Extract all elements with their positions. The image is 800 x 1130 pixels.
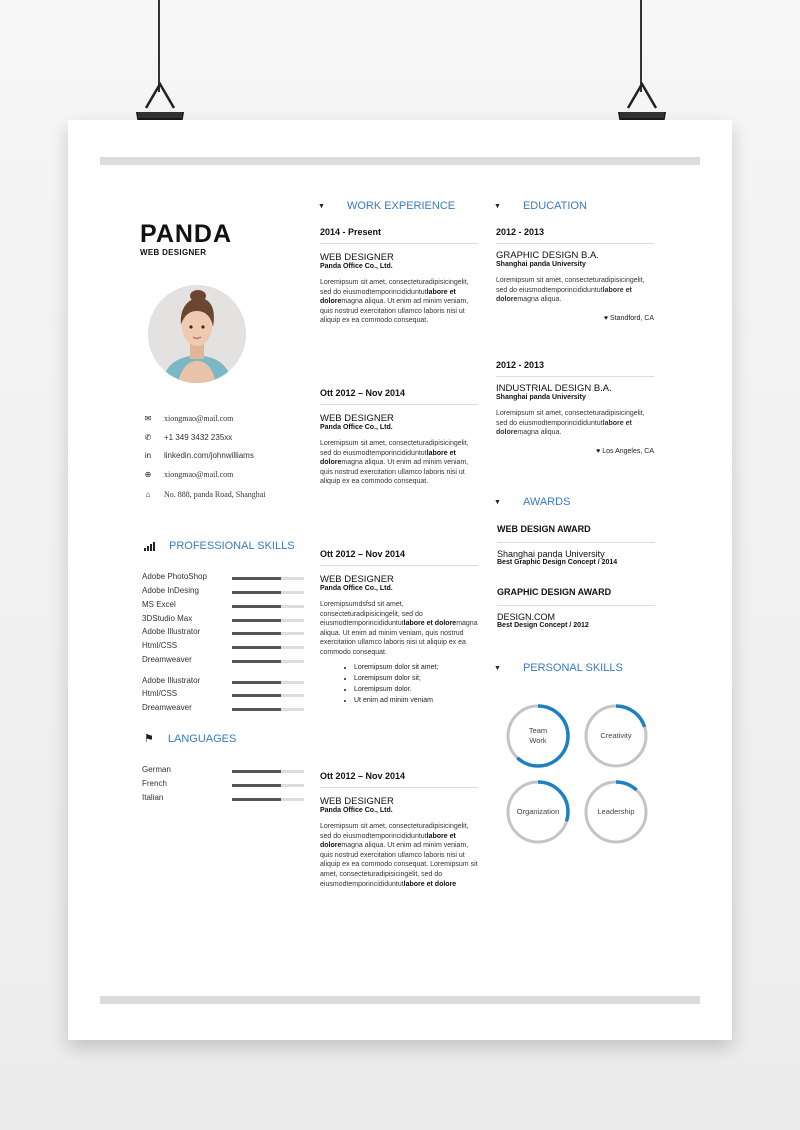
skill-label: Html/CSS	[142, 641, 178, 650]
education-location	[496, 315, 654, 322]
skill-label: Dreamweaver	[142, 655, 192, 664]
contact-row	[142, 433, 232, 442]
flag-icon: ⚑	[144, 733, 154, 745]
job-date: Ott 2012 – Nov 2014	[320, 549, 478, 566]
home-icon: ⌂	[145, 490, 151, 499]
skill-level-fill	[232, 577, 281, 580]
description-part: magna aliqua.	[517, 429, 562, 437]
description-emphasis: labore et dolore	[403, 620, 457, 628]
skill-row	[142, 779, 306, 791]
job-company: Panda Office Co., Ltd.	[320, 424, 393, 431]
description-text	[320, 278, 478, 326]
skill-level-fill	[232, 632, 281, 635]
description-emphasis: labore et dolore	[320, 288, 456, 306]
location-pin-icon: ♥	[603, 314, 611, 322]
award-organization: DESIGN.COM	[497, 612, 556, 622]
description-text	[320, 600, 478, 658]
professional-skills-heading: PROFESSIONAL SKILLS	[144, 540, 295, 552]
description-text	[320, 439, 478, 487]
hanging-string-left	[158, 0, 160, 92]
award-description: Best Design Concept / 2012	[497, 622, 589, 629]
bottom-divider-bar	[100, 996, 700, 1004]
award-entry	[497, 587, 655, 629]
education-school: Shanghai panda University	[496, 394, 586, 401]
job-date: 2014 - Present	[320, 227, 478, 244]
profile-photo	[148, 285, 246, 383]
description-part: Loremipsum sit amet, consecteturadipisicingelit, sed do eiusmodtemporincididuntut	[496, 277, 645, 294]
education-date: 2012 - 2013	[496, 227, 654, 244]
skill-row	[142, 572, 306, 584]
globe-icon: ⊕	[144, 470, 152, 479]
personal-skill-label: Leadership	[597, 807, 635, 816]
skill-level-fill	[232, 784, 281, 787]
skill-label: 3DStudio Max	[142, 614, 193, 623]
award-heading: WEB DESIGN AWARD	[497, 524, 655, 543]
description-part: Loremipsum sit amet, consecteturadipisicingelit, sed do eiusmodtemporincididuntut	[320, 823, 469, 840]
skill-label: French	[142, 779, 167, 788]
skill-level-fill	[232, 681, 281, 684]
skill-row	[142, 641, 306, 653]
skill-level-track	[232, 646, 304, 649]
skill-row	[142, 689, 306, 701]
personal-skill-ring	[504, 778, 572, 846]
award-description: Best Graphic Design Concept / 2014	[497, 559, 618, 566]
description-text	[496, 409, 654, 438]
skill-level-track	[232, 798, 304, 801]
job-title: WEB DESIGNER	[320, 413, 394, 424]
bar-chart-icon	[144, 542, 155, 551]
contact-row	[142, 490, 266, 499]
description-emphasis: labore et dolore	[496, 419, 632, 437]
description-part: magna aliqua. Ut enim ad minim veniam, quis nostrud exercitation ullamco laboris nisi ut aliquip ex ea commodo consequat.	[320, 298, 469, 325]
skill-level-track	[232, 605, 304, 608]
skill-row	[142, 655, 306, 667]
education-school: Shanghai panda University	[496, 261, 586, 268]
description-part: magna aliqua.	[517, 296, 562, 304]
skill-level-fill	[232, 694, 281, 697]
personal-skill-label: Organization	[516, 807, 560, 816]
skill-row	[142, 586, 306, 598]
skill-row	[142, 627, 306, 639]
contact-row	[142, 451, 254, 460]
skill-level-fill	[232, 660, 281, 663]
phone-icon: ✆	[144, 433, 152, 442]
caret-down-icon: ▼	[494, 202, 501, 210]
education-degree: GRAPHIC DESIGN B.A.	[496, 250, 599, 261]
resume-paper	[68, 120, 732, 1040]
contact-text: No. 888, panda Road, Shanghai	[164, 490, 266, 499]
description-emphasis: labore et dolore	[403, 880, 457, 888]
skill-level-track	[232, 577, 304, 580]
education-location	[496, 448, 654, 455]
envelope-icon: ✉	[144, 414, 152, 423]
skill-label: Adobe Illustrator	[142, 676, 201, 685]
job-bullet-list	[320, 662, 478, 706]
skill-level-track	[232, 708, 304, 711]
skill-label: Italian	[142, 793, 164, 802]
top-divider-bar	[100, 157, 700, 165]
job-bullet-item: • Loremipsum dolor sit;	[354, 673, 478, 684]
education-date: 2012 - 2013	[496, 360, 654, 377]
caret-down-icon: ▼	[494, 664, 501, 672]
skill-row	[142, 614, 306, 626]
work-experience-heading: ▼ WORK EXPERIENCE	[318, 200, 456, 212]
job-company: Panda Office Co., Ltd.	[320, 585, 393, 592]
job-bullet-item: • Loremipsum dolor.	[354, 684, 478, 695]
awards-heading: ▼ AWARDS	[494, 496, 571, 508]
contact-text: +1 349 3432 235xx	[164, 433, 233, 442]
job-entry	[320, 227, 478, 326]
job-entry	[320, 388, 478, 487]
job-bullet-item: • Loremipsum dolor sit amet;	[354, 662, 478, 673]
caret-down-icon: ▼	[318, 202, 325, 210]
job-company: Panda Office Co., Ltd.	[320, 263, 393, 270]
award-entry	[497, 524, 655, 566]
skill-row	[142, 703, 306, 715]
description-part: magna aliqua. Ut enim ad minim veniam, quis nostrud exercitation ullamco laboris nisi ut aliquip ex ea commodo consequat.	[320, 459, 469, 486]
description-text	[320, 822, 478, 889]
description-part: Loremipsum sit amet, consecteturadipisicingelit, sed do eiusmodtemporincididuntut	[320, 440, 469, 457]
job-title: WEB DESIGNER	[320, 574, 394, 585]
personal-skill-ring	[582, 778, 650, 846]
skill-level-fill	[232, 605, 281, 608]
skill-level-track	[232, 681, 304, 684]
education-entry	[496, 360, 654, 455]
hanging-string-right	[640, 0, 642, 92]
candidate-name: PANDA	[140, 220, 233, 248]
education-degree: INDUSTRIAL DESIGN B.A.	[496, 383, 612, 394]
skill-label: Dreamweaver	[142, 703, 192, 712]
award-organization: Shanghai panda University	[497, 549, 605, 559]
linkedin-icon: in	[144, 451, 152, 460]
skill-level-track	[232, 770, 304, 773]
award-heading: GRAPHIC DESIGN AWARD	[497, 587, 655, 606]
skill-level-track	[232, 632, 304, 635]
skill-label: Adobe InDesing	[142, 586, 199, 595]
description-part: Loremipsumdsfsd sit amet, consecteturadipisicingelit, sed do eiusmodtemporincididuntut	[320, 601, 423, 628]
skill-label: Adobe PhotoShop	[142, 572, 207, 581]
education-location-text: Standford, CA	[610, 314, 654, 322]
caret-down-icon: ▼	[494, 498, 501, 506]
contact-row	[142, 470, 233, 479]
skill-level-fill	[232, 591, 281, 594]
skill-level-track	[232, 591, 304, 594]
skill-label: Html/CSS	[142, 689, 178, 698]
description-part: Loremipsum sit amet, consecteturadipisicingelit, sed do eiusmodtemporincididuntut	[496, 410, 645, 427]
job-title: WEB DESIGNER	[320, 252, 394, 263]
skill-level-fill	[232, 619, 281, 622]
description-emphasis: labore et dolore	[320, 832, 456, 850]
skill-label: German	[142, 765, 171, 774]
education-heading: ▼ EDUCATION	[494, 200, 587, 212]
candidate-role: WEB DESIGNER	[140, 248, 207, 257]
skill-level-fill	[232, 798, 281, 801]
contact-text: linkedin.com/johnwilliams	[164, 451, 254, 460]
skill-row	[142, 793, 306, 805]
skill-label: Adobe Illustrator	[142, 627, 201, 636]
skill-row	[142, 600, 306, 612]
skill-row	[142, 765, 306, 777]
skill-level-track	[232, 619, 304, 622]
education-entry	[496, 227, 654, 322]
skill-label: MS Excel	[142, 600, 176, 609]
skill-level-track	[232, 784, 304, 787]
skill-level-track	[232, 660, 304, 663]
skill-level-fill	[232, 708, 281, 711]
personal-skills-heading: ▼ PERSONAL SKILLS	[494, 662, 623, 674]
description-part: Loremipsum sit amet, consecteturadipisicingelit, sed do eiusmodtemporincididuntut	[320, 279, 469, 296]
description-emphasis: labore et dolore	[496, 286, 632, 304]
location-pin-icon: ♥	[596, 447, 603, 455]
job-title: WEB DESIGNER	[320, 796, 394, 807]
contact-text: xiongmao@mail.com	[164, 414, 234, 423]
skill-row	[142, 676, 306, 688]
contact-text: xiongmao@mail.com	[164, 470, 234, 479]
job-entry	[320, 549, 478, 706]
skill-level-fill	[232, 770, 281, 773]
personal-skill-ring	[582, 702, 650, 770]
personal-skill-ring	[504, 702, 572, 770]
skill-level-fill	[232, 646, 281, 649]
description-part: magna aliqua. Ut enim ad minim veniam, quis nostrud exercitation ullamco laboris nisi ut aliquip ex ea commodo consequat. Loremipsum sit amet, consecteturadipisicingelit, sed do eiusmodtemporincididuntut	[320, 842, 478, 888]
description-text	[496, 276, 654, 305]
education-location-text: Los Angeles, CA	[602, 447, 654, 455]
languages-heading: ⚑ LANGUAGES	[144, 732, 237, 745]
description-part: magna aliqua. Ut enim ad minim veniam, quis nostrud exercitation ullamco laboris nisi ut aliquip ex ea commodo consequat.	[320, 620, 478, 656]
skill-level-track	[232, 694, 304, 697]
job-date: Ott 2012 – Nov 2014	[320, 388, 478, 405]
job-date: Ott 2012 – Nov 2014	[320, 771, 478, 788]
job-entry	[320, 771, 478, 889]
personal-skill-label: Team Work	[528, 726, 548, 745]
job-bullet-item: • Ut enim ad minim veniam	[354, 695, 478, 706]
description-emphasis: labore et dolore	[320, 449, 456, 467]
job-company: Panda Office Co., Ltd.	[320, 807, 393, 814]
contact-row	[142, 414, 233, 423]
personal-skill-label: Creativity	[600, 731, 632, 740]
